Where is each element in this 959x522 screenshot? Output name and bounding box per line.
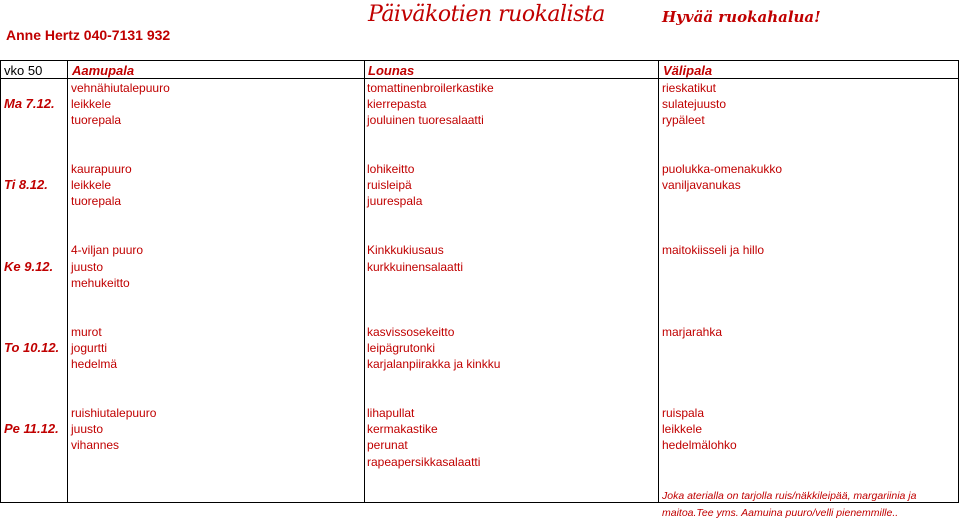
aamupala-item: kaurapuuro	[71, 162, 132, 176]
day-label: Ti 8.12.	[4, 177, 48, 192]
valipala-item: ruispala	[662, 406, 705, 420]
lounas-item: tomattinenbroilerkastike	[367, 81, 494, 95]
grid-line	[364, 61, 365, 502]
valipala-item: sulatejuusto	[662, 97, 727, 111]
valipala-item: vaniljavanukas	[662, 178, 741, 192]
valipala-item: marjarahka	[662, 325, 723, 339]
lounas-item: kermakastike	[367, 422, 438, 436]
aamupala-item: jogurtti	[71, 341, 108, 355]
aamupala-item: vehnähiutalepuuro	[71, 81, 170, 95]
lounas-item: lihapullat	[367, 406, 415, 420]
valipala-item: maitokiisseli ja hillo	[662, 243, 765, 257]
lounas-item: kierrepasta	[367, 97, 427, 111]
greeting: Hyvää ruokahalua!	[662, 8, 821, 26]
page-title: Päiväkotien ruokalista	[368, 2, 605, 27]
lounas-item: leipägrutonki	[367, 341, 436, 355]
aamupala-item: vihannes	[71, 438, 120, 452]
day-label: Pe 11.12.	[4, 421, 59, 436]
valipala-item: rypäleet	[662, 113, 705, 127]
footnote-line: maitoa.Tee yms. Aamuina puuro/velli pienemmille..	[662, 507, 899, 519]
column-header-aamupala: Aamupala	[72, 63, 135, 78]
grid-line	[658, 61, 659, 502]
aamupala-item: 4-viljan puuro	[71, 243, 144, 257]
aamupala-item: juusto	[71, 260, 104, 274]
grid-line	[67, 61, 68, 502]
column-header-lounas: Lounas	[368, 63, 415, 78]
valipala-item: leikkele	[662, 422, 703, 436]
grid-line	[0, 78, 959, 79]
column-header-valipala: Välipala	[663, 63, 713, 78]
lounas-item: ruisleipä	[367, 178, 412, 192]
contact-info: Anne Hertz 040-7131 932	[6, 27, 171, 43]
lounas-item: perunat	[367, 438, 408, 452]
aamupala-item: murot	[71, 325, 102, 339]
aamupala-item: ruishiutalepuuro	[71, 406, 157, 420]
lounas-item: jouluinen tuoresalaatti	[367, 113, 484, 127]
aamupala-item: leikkele	[71, 97, 112, 111]
lounas-item: kasvissosekeitto	[367, 325, 455, 339]
lounas-item: Kinkkukiusaus	[367, 243, 444, 257]
aamupala-item: leikkele	[71, 178, 112, 192]
lounas-item: kurkkuinensalaatti	[367, 260, 464, 274]
lounas-item: rapeapersikkasalaatti	[367, 455, 481, 469]
day-label: To 10.12.	[4, 340, 60, 355]
lounas-item: karjalanpiirakka ja kinkku	[367, 357, 501, 371]
valipala-item: puolukka-omenakukko	[662, 162, 783, 176]
aamupala-item: mehukeitto	[71, 276, 130, 290]
valipala-item: hedelmälohko	[662, 438, 737, 452]
day-label: Ma 7.12.	[4, 96, 55, 111]
day-label: Ke 9.12.	[4, 259, 54, 274]
menu-table	[0, 60, 959, 519]
aamupala-item: juusto	[71, 422, 104, 436]
aamupala-item: tuorepala	[71, 194, 122, 208]
footnote-line: Joka aterialla on tarjolla ruis/näkkileipää, margariinia ja	[662, 490, 917, 502]
aamupala-item: hedelmä	[71, 357, 118, 371]
lounas-item: lohikeitto	[367, 162, 415, 176]
grid-line	[0, 61, 1, 502]
valipala-item: rieskatikut	[662, 81, 717, 95]
week-label: vko 50	[4, 63, 43, 78]
lounas-item: juurespala	[367, 194, 423, 208]
aamupala-item: tuorepala	[71, 113, 122, 127]
